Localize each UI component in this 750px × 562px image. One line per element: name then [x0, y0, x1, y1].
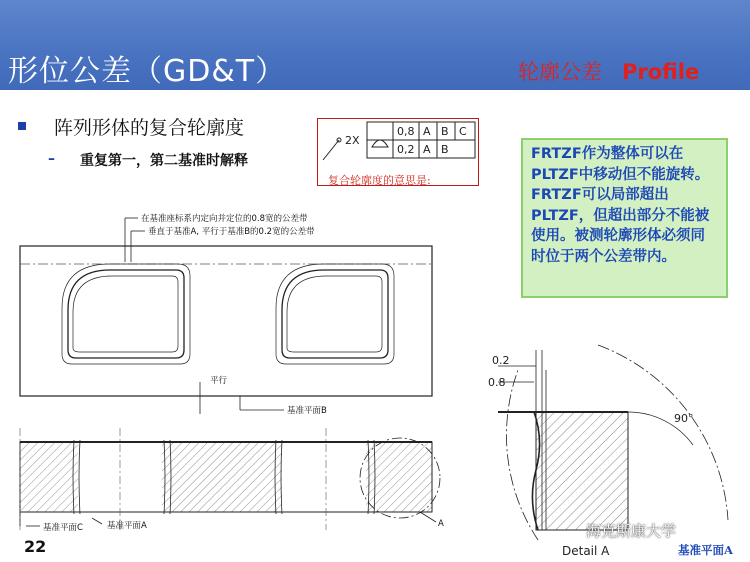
datum-a-small-label: 基准平面A — [107, 521, 147, 531]
section-mark-a: A — [438, 519, 444, 529]
slide-title: 形位公差（GD&T） — [8, 54, 287, 89]
bullet-square-icon — [18, 122, 26, 130]
fcf-row1-datum-b: B — [441, 125, 449, 138]
page-number: 22 — [24, 537, 47, 556]
fcf-row1-datum-c: C — [459, 125, 467, 138]
detail-dim-08: 0.8 — [488, 376, 506, 389]
bullet-main-text: 阵列形体的复合轮廓度 — [54, 117, 245, 139]
callout-02-zone: 垂直于基准A, 平行于基准B的0.2宽的公差带 — [148, 227, 315, 237]
datum-c-label: 基准平面C — [43, 523, 83, 533]
detail-a-caption: Detail A — [562, 544, 610, 558]
fcf-count: 2X — [345, 134, 360, 147]
leader-line — [323, 140, 339, 160]
watermark-text: 海克斯康大学 — [586, 522, 677, 540]
callout-08-zone: 在基准座标系内定向并定位的0.8宽的公差带 — [141, 214, 308, 224]
parallel-label: 平行 — [210, 376, 228, 386]
sub-bullet-text: 重复第一，第二基准时解释 — [80, 153, 248, 169]
fcf-row1-datum-a: A — [423, 125, 431, 138]
header-divider — [0, 90, 750, 95]
fcf-row1-tol: 0,8 — [397, 125, 415, 138]
sub-bullet-dash: – — [48, 151, 55, 167]
fcf-row2-datum-b: B — [441, 143, 449, 156]
fcf-row2-tol: 0,2 — [397, 143, 415, 156]
datum-b-label: 基准平面B — [287, 406, 327, 416]
detail-angle: 90° — [674, 412, 694, 425]
slide-topic — [518, 56, 699, 86]
fcf-row2-datum-a: A — [423, 143, 431, 156]
detail-a-view — [478, 330, 750, 550]
detail-datum-a-label: 基准平面A — [678, 543, 733, 557]
fcf-caption: 复合轮廓度的意思是: — [328, 174, 431, 187]
topic-english: Profile — [622, 60, 700, 84]
detail-dim-02: 0.2 — [492, 354, 510, 367]
topic-chinese: 轮廓公差 — [518, 60, 602, 84]
profile-surface-symbol-icon — [372, 140, 388, 147]
part-top-view — [20, 246, 432, 396]
note-box: FRTZF作为整体可以在PLTZF中移动但不能旋转。FRTZF可以局部超出PLTZF，但超出部分不能被使用。被测轮廓形体必须同时位于两个公差带内。 — [521, 138, 728, 298]
profile-drawing — [0, 200, 520, 545]
